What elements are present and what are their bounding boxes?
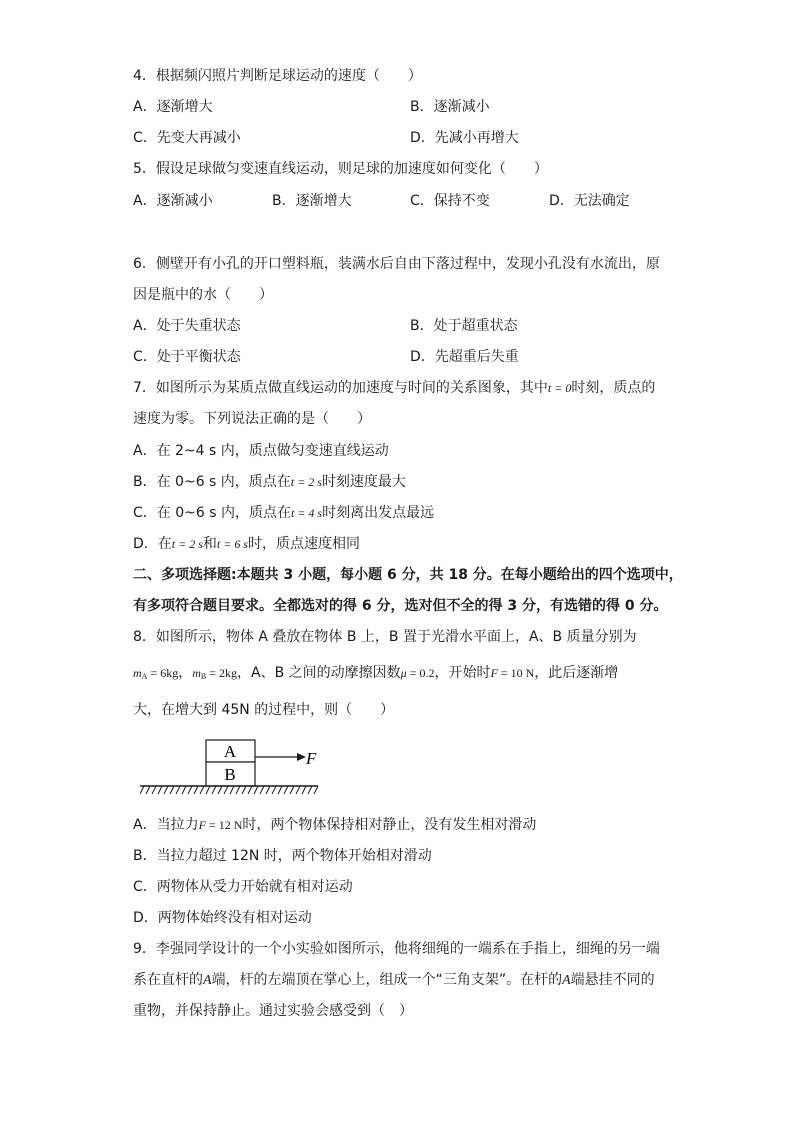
q4-option-d: D．先减小再增大: [410, 130, 519, 146]
q8-mid2-text: ，开始时: [434, 665, 491, 681]
ground-hatching: [140, 786, 318, 794]
q6-option-d: D．先超重后失重: [410, 349, 519, 365]
force-label: F: [306, 749, 317, 768]
q7-option-d-tail: 时，质点速度相同: [248, 536, 360, 552]
q6-stem-line2: 因是瓶中的水（ ）: [133, 287, 273, 303]
q8-option-c: C．两物体从受力开始就有相对运动: [133, 879, 353, 895]
q5-option-d: D．无法确定: [549, 193, 630, 209]
q8-mass-b-symbol: m: [192, 666, 201, 680]
q4-option-a: A．逐渐增大: [133, 99, 213, 115]
q7-stem-line1: [133, 378, 655, 398]
q4-option-b: B．逐渐减小: [410, 99, 490, 115]
q8-mass-a-sub: A: [141, 672, 148, 681]
q7-option-d-mid: 和: [202, 536, 217, 552]
q8-option-b: B．当拉力超过 12N 时，两个物体开始相对滑动: [133, 848, 432, 864]
section2-line2: 有多项符合题目要求。全都选对的得 6 分，选对但不全的得 3 分，有选错的得 0 分。: [133, 598, 668, 614]
q7-option-d-math1: t = 2 s: [171, 537, 203, 551]
q8-mass-b-sub: B: [200, 672, 207, 681]
q8-force-symbol: F: [490, 666, 498, 680]
block-a-label: A: [223, 742, 237, 761]
q8-stem-line3: 大，在增大到 45N 的过程中，则（ ）: [133, 702, 395, 718]
q8-option-d: D．两物体始终没有相对运动: [133, 910, 312, 926]
q8-stem-line1: 8．如图所示，物体 A 叠放在物体 B 上，B 置于光滑水平面上，A、B 质量分别为: [133, 629, 637, 645]
q8-separator: ，: [178, 665, 193, 681]
q7-option-d-text: D．在: [133, 536, 172, 552]
block-b-label: B: [224, 765, 236, 784]
q9-line2-text-c: 端悬挂不同的: [570, 972, 655, 988]
q7-stem-text-a: 7．如图所示为某质点做直线运动的加速度与时间的关系图象，其中: [133, 380, 548, 396]
q8-blocks-figure: [140, 735, 330, 799]
q5-option-b: B．逐渐增大: [272, 193, 352, 209]
force-arrow-head: [297, 753, 306, 761]
q9-line2-text-b: 端，杆的左端顶在掌心上，组成一个“三角支架”。在杆的: [211, 972, 563, 988]
q7-option-a: A．在 2~4 s 内，质点做匀变速直线运动: [133, 443, 389, 459]
q6-option-c: C．处于平衡状态: [133, 349, 241, 365]
q8-option-a-text: A．当拉力: [133, 817, 199, 833]
q7-option-c-text: C．在 0~6 s 内，质点在: [133, 505, 291, 521]
q9-line3: 重物，并保持静止。通过实验会感受到（ ）: [133, 1003, 413, 1019]
q9-point-a: A: [203, 973, 212, 988]
q7-option-c-tail: 时刻离出发点最远: [322, 505, 435, 521]
q5-option-c: C．保持不变: [410, 193, 490, 209]
q8-option-a-value: = 12 N: [205, 818, 243, 832]
q6-option-a: A．处于失重状态: [133, 318, 241, 334]
q8-mass-b-value: = 2kg: [206, 666, 238, 680]
q8-stem-line2: [133, 663, 618, 687]
q9-line1: 9．李强同学设计的一个小实验如图所示，他将细绳的一端系在手指上，细绳的另一端: [133, 941, 660, 957]
q5-option-a: A．逐渐减小: [133, 193, 213, 209]
q9-point-a-2: A: [562, 973, 571, 988]
q7-option-c: [133, 503, 434, 523]
q7-option-b-text: B．在 0~6 s 内，质点在: [133, 474, 291, 490]
q8-mass-a-value: = 6kg: [147, 666, 179, 680]
q8-option-a: [133, 815, 536, 835]
q6-option-b: B．处于超重状态: [410, 318, 518, 334]
q8-mid-text: ，A、B 之间的动摩擦因数: [237, 665, 401, 681]
q6-stem-line1: 6．侧壁开有小孔的开口塑料瓶，装满水后自由下落过程中，发现小孔没有水流出，原: [133, 256, 660, 272]
q8-force-value: = 10 N: [497, 666, 535, 680]
q9-line2: [133, 970, 655, 991]
q8-mass-a-symbol: m: [133, 666, 142, 680]
q8-tail-text: ，此后逐渐增: [534, 665, 619, 681]
q9-line2-text-a: 系在直杆的: [133, 972, 203, 988]
q8-mu-value: = 0.2: [406, 666, 435, 680]
q7-option-d-math2: t = 6 s: [216, 537, 248, 551]
q4-stem: 4．根据频闪照片判断足球运动的速度（ ）: [133, 68, 422, 84]
q4-option-c: C．先变大再减小: [133, 130, 241, 146]
q7-option-d: [133, 534, 360, 554]
q7-stem-line2: 速度为零。下列说法正确的是（ ）: [133, 411, 371, 427]
section2-line1: 二、多项选择题:本题共 3 小题，每小题 6 分，共 18 分。在每小题给出的四个选项中，: [133, 567, 683, 583]
q8-mu-symbol: μ: [400, 666, 407, 680]
q5-stem: 5．假设足球做匀变速直线运动，则足球的加速度如何变化（ ）: [133, 161, 548, 177]
q7-option-b: [133, 472, 406, 492]
q7-option-b-math: t = 2 s: [290, 475, 322, 489]
q7-stem-math: t = 0: [547, 381, 572, 395]
q7-stem-text-b: 时刻，质点的: [571, 380, 656, 396]
q7-option-b-tail: 时刻速度最大: [321, 474, 406, 490]
q8-option-a-force: F: [198, 818, 206, 832]
q8-option-a-tail: 时，两个物体保持相对静止，没有发生相对滑动: [242, 817, 537, 833]
q7-option-c-math: t = 4 s: [290, 506, 323, 520]
